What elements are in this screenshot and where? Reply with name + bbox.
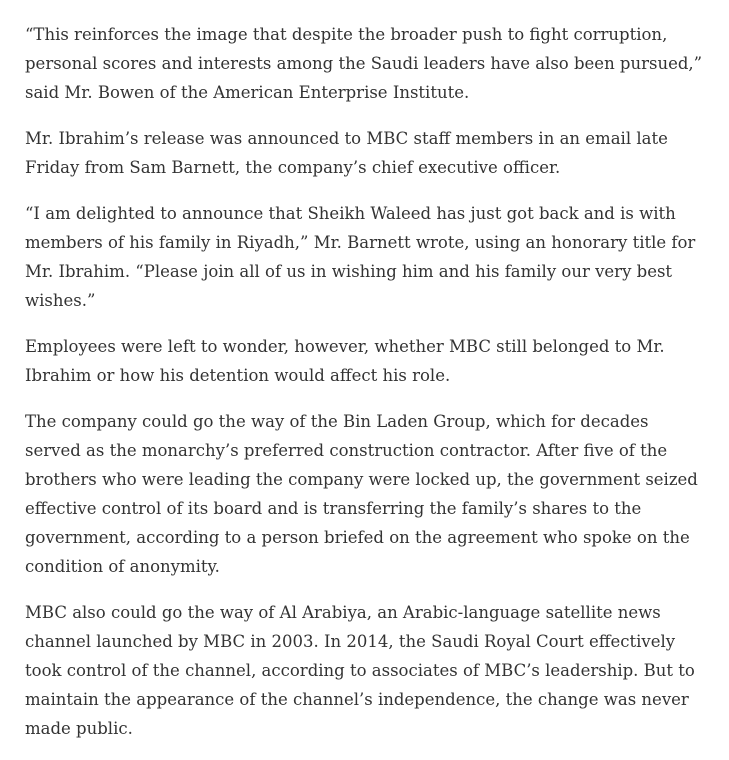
article-paragraph: Employees were left to wonder, however, whether MBC still belonged to Mr. Ibrahim or how his detention would affect his role.: [25, 337, 665, 385]
article-paragraph: “I am delighted to announce that Sheikh Waleed has just got back and is with members of his family in Riyadh,” Mr. Barnett wrote, using an honorary title for Mr. Ibrahim. “Please join all of us in wishing him and his family our very best wishes.”: [25, 204, 696, 310]
article-paragraph: “This reinforces the image that despite the broader push to fight corruption, personal scores and interests among the Saudi leaders have also been pursued,” said Mr. Bowen of the American Enterprise Institute.: [25, 25, 703, 102]
article-paragraph: The company could go the way of the Bin Laden Group, which for decades served as the monarchy’s preferred construction contractor. After five of the brothers who were leading the company were locked up, the government seized effective control of its board and is transferring the family’s shares to the government, according to a person briefed on the agreement who spoke on the condition of anonymity.: [25, 412, 698, 576]
article-paragraph: MBC also could go the way of Al Arabiya, an Arabic-language satellite news channel launched by MBC in 2003. In 2014, the Saudi Royal Court effectively took control of the channel, according to associates of MBC’s leadership. But to maintain the appearance of the channel’s independence, the change was never made public.: [25, 603, 695, 738]
article-paragraph: Mr. Ibrahim’s release was announced to MBC staff members in an email late Friday from Sam Barnett, the company’s chief executive officer.: [25, 129, 668, 177]
